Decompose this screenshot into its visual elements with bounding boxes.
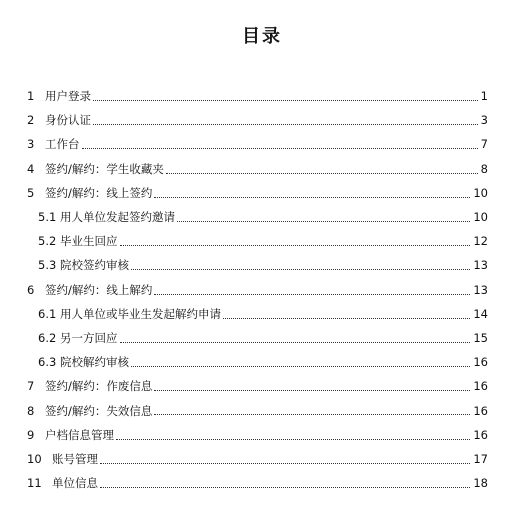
toc-entry-title: 签约/解约：线上解约 — [45, 282, 153, 297]
toc-entry-number: 4 — [27, 161, 35, 176]
toc-entry-title: 用户登录 — [45, 89, 91, 104]
toc-entry-page: 12 — [473, 234, 488, 249]
toc-leader-dots — [154, 389, 470, 391]
toc-entry-page: 16 — [473, 427, 488, 442]
toc-leader-dots — [166, 172, 478, 174]
toc-entry-title: 院校解约审核 — [60, 355, 129, 370]
toc-entry-page: 3 — [480, 113, 488, 128]
toc-entry-number: 9 — [27, 427, 35, 442]
toc-entry-page: 15 — [473, 330, 488, 345]
toc-entry-title: 另一方回应 — [60, 330, 118, 345]
toc-entry-page: 1 — [480, 89, 488, 104]
toc-entry-number: 2 — [27, 113, 35, 128]
toc-entry-number: 6.2 — [38, 330, 57, 345]
toc-entry-page: 13 — [473, 258, 488, 273]
toc-leader-dots — [131, 365, 470, 367]
toc-entry-title: 签约/解约：失效信息 — [45, 403, 153, 418]
toc-entry[interactable] — [0, 108, 524, 132]
toc-entry-number: 6 — [27, 282, 35, 297]
page-title: 目录 — [242, 26, 282, 47]
toc-leader-dots — [116, 438, 470, 440]
toc-entry-number: 5.2 — [38, 234, 57, 249]
toc-entry[interactable] — [0, 181, 524, 205]
toc-leader-dots — [100, 462, 470, 464]
toc-entry-title: 毕业生回应 — [60, 234, 118, 249]
toc-entry-page: 16 — [473, 403, 488, 418]
toc-entry-title: 院校签约审核 — [60, 258, 129, 273]
toc-entry-number: 7 — [27, 379, 35, 394]
toc-entry-page: 8 — [480, 161, 488, 176]
toc-entry[interactable] — [0, 326, 524, 350]
toc-leader-dots — [82, 147, 478, 149]
toc-entry-number: 5 — [27, 185, 35, 200]
toc-leader-dots — [177, 220, 470, 222]
toc-leader-dots — [120, 244, 471, 246]
toc-entry-page: 17 — [473, 451, 488, 466]
toc-leader-dots — [93, 123, 478, 125]
toc-entry[interactable] — [0, 253, 524, 277]
toc-entry-page: 16 — [473, 355, 488, 370]
toc-entry[interactable] — [0, 423, 524, 447]
toc-leader-dots — [223, 317, 470, 319]
toc-entry[interactable] — [0, 157, 524, 181]
toc-entry[interactable] — [0, 374, 524, 398]
toc-entry-title: 用人单位发起签约邀请 — [60, 210, 175, 225]
toc-entry-number: 11 — [27, 476, 42, 491]
toc-entry[interactable] — [0, 447, 524, 471]
toc-entry-number: 8 — [27, 403, 35, 418]
toc-list — [0, 84, 524, 495]
toc-entry[interactable] — [0, 84, 524, 108]
toc-entry[interactable] — [0, 302, 524, 326]
toc-leader-dots — [120, 341, 471, 343]
toc-entry-title: 户档信息管理 — [45, 427, 114, 442]
toc-leader-dots — [154, 196, 470, 198]
toc-entry-number: 10 — [27, 451, 42, 466]
toc-entry-number: 6.3 — [38, 355, 57, 370]
toc-entry-title: 用人单位或毕业生发起解约申请 — [60, 306, 221, 321]
toc-entry[interactable] — [0, 398, 524, 422]
toc-entry-title: 单位信息 — [52, 476, 98, 491]
toc-entry-title: 工作台 — [45, 137, 80, 152]
toc-entry-title: 账号管理 — [52, 451, 98, 466]
toc-entry-number: 6.1 — [38, 306, 57, 321]
toc-entry-page: 10 — [473, 210, 488, 225]
toc-leader-dots — [93, 99, 478, 101]
toc-entry-number: 1 — [27, 89, 35, 104]
toc-entry[interactable] — [0, 471, 524, 495]
toc-entry-page: 10 — [473, 185, 488, 200]
toc-entry-page: 18 — [473, 476, 488, 491]
toc-entry-page: 13 — [473, 282, 488, 297]
toc-entry[interactable] — [0, 278, 524, 302]
toc-leader-dots — [154, 413, 470, 415]
toc-entry-title: 签约/解约：线上签约 — [45, 185, 153, 200]
toc-entry[interactable] — [0, 350, 524, 374]
toc-entry-number: 5.1 — [38, 210, 57, 225]
toc-entry-page: 7 — [480, 137, 488, 152]
toc-entry-number: 3 — [27, 137, 35, 152]
toc-entry-title: 身份认证 — [45, 113, 91, 128]
toc-entry[interactable] — [0, 132, 524, 156]
toc-entry[interactable] — [0, 205, 524, 229]
toc-entry[interactable] — [0, 229, 524, 253]
toc-entry-page: 14 — [473, 306, 488, 321]
toc-leader-dots — [154, 293, 470, 295]
toc-entry-title: 签约/解约：学生收藏夹 — [45, 161, 164, 176]
toc-entry-title: 签约/解约：作废信息 — [45, 379, 153, 394]
toc-entry-page: 16 — [473, 379, 488, 394]
toc-leader-dots — [100, 486, 470, 488]
toc-leader-dots — [131, 268, 470, 270]
toc-entry-number: 5.3 — [38, 258, 57, 273]
